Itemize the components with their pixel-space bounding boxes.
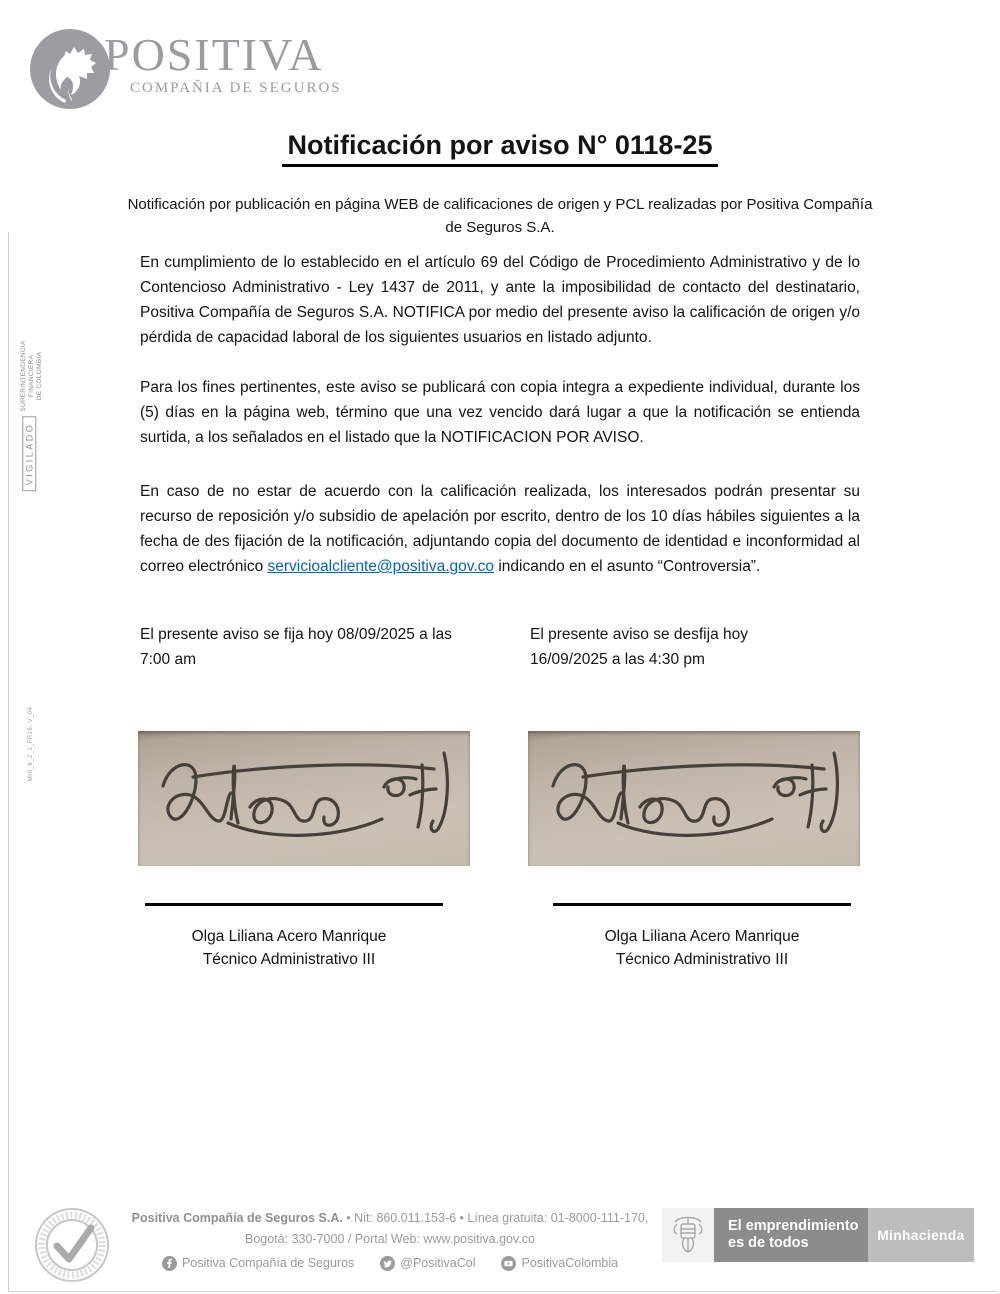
signatory-role: Técnico Administrativo III — [615, 951, 789, 968]
footer-line1: Positiva Compañía de Seguros S.A. • Nit: 860.011.153-6 • Línea gratuita: 01-8000-111-170, — [131, 1211, 649, 1225]
unfixing-date-notice: El presente aviso se desfija hoy 16/09/2025 a las 4:30 pm — [530, 626, 748, 668]
twitter-handle: @PositivaCol — [380, 1253, 475, 1274]
vigilado-mark: VIGILADO — [22, 417, 36, 492]
facebook-icon — [162, 1256, 177, 1271]
page-bottom-edge-line — [8, 1291, 998, 1292]
paragraph-compliance: En cumplimiento de lo establecido en el artículo 69 del Código de Procedimiento Administrativo y de lo Contencioso Administrativo - Ley 1437 de 2011, y ante la imposibilidad de contacto del destinatario, Positiva Compañía de Seguros S.A. NOTIFICA por medio del presente aviso la calificación de origen y/o pérdida de capacidad laboral de los siguientes usuarios en listado adjunto. — [140, 254, 860, 346]
certification-seal-icon — [33, 1206, 111, 1289]
footer-social-row — [115, 1253, 665, 1274]
facebook-handle: Positiva Compañía de Seguros — [162, 1253, 354, 1274]
signature-photo-left — [138, 731, 470, 866]
page-edge-line — [8, 232, 9, 1292]
paragraph-appeal — [140, 479, 860, 579]
fixing-date-notice: El presente aviso se fija hoy 08/09/2025 a las 7:00 am — [140, 626, 452, 668]
youtube-handle: PositivaColombia — [501, 1253, 618, 1274]
service-email-link[interactable]: servicioalcliente@positiva.gov.co — [267, 558, 495, 575]
footer-line2: Bogotá: 330-7000 / Portal Web: www.positiva.gov.co — [245, 1232, 535, 1246]
signatory-name: Olga Liliana Acero Manrique — [191, 928, 387, 945]
logo-tagline-text: COMPAÑIA DE SEGUROS — [130, 80, 342, 96]
colombia-coat-of-arms-icon — [662, 1208, 714, 1262]
paragraph-publication: Para los fines pertinentes, este aviso se publicará con copia integra a expediente individual, durante los (5) días en la página web, término que una vez vencido dará lugar a que la notificación se entienda surtida, a los señalados en el listado que la NOTIFICACION POR AVISO. — [140, 379, 860, 446]
signatory-left — [134, 925, 444, 971]
page-title: Notificación por aviso N° 0118-25 — [0, 130, 1000, 167]
footer-company-name: Positiva Compañía de Seguros S.A. — [131, 1211, 343, 1225]
positiva-swirl-icon — [28, 26, 112, 117]
footer-contact-block — [115, 1208, 665, 1274]
signatory-right — [547, 925, 857, 971]
form-code-mark: MIS_6_2_1_FR15- V_04 — [28, 706, 34, 782]
signature-scrawl — [528, 731, 860, 866]
document-subtitle: Notificación por publicación en página WEB de calificaciones de origen y PCL realizadas por Positiva Compañía de Seguros S.A. — [127, 196, 873, 236]
superintendencia-mark: SUPERINTENDENCIA FINANCIERA DE COLOMBIA — [20, 340, 43, 412]
signature-rule-right — [553, 903, 851, 906]
youtube-icon — [501, 1256, 516, 1271]
signatory-name: Olga Liliana Acero Manrique — [604, 928, 800, 945]
gov-slogan-banner: El emprendimiento es de todos — [714, 1208, 868, 1262]
paragraph-appeal-tail: indicando en el asunto “Controversia”. — [494, 558, 761, 575]
twitter-icon — [380, 1256, 395, 1271]
signature-scrawl — [138, 731, 470, 866]
signature-rule-left — [145, 903, 443, 906]
signature-photo-right — [528, 731, 860, 866]
logo-brand-text: POSITIVA — [104, 29, 324, 80]
minhacienda-banner: Minhacienda — [868, 1208, 974, 1262]
paragraph-appeal-text: En caso de no estar de acuerdo con la calificación realizada, los interesados podrán presentar su recurso de reposición y/o subsidio de apelación por escrito, dentro de los 10 días hábiles siguientes a la fecha de des fijación de la notificación, adjuntando copia del documento de identidad e inconformidad al correo electrónico — [140, 483, 860, 575]
signatory-role: Técnico Administrativo III — [202, 951, 376, 968]
